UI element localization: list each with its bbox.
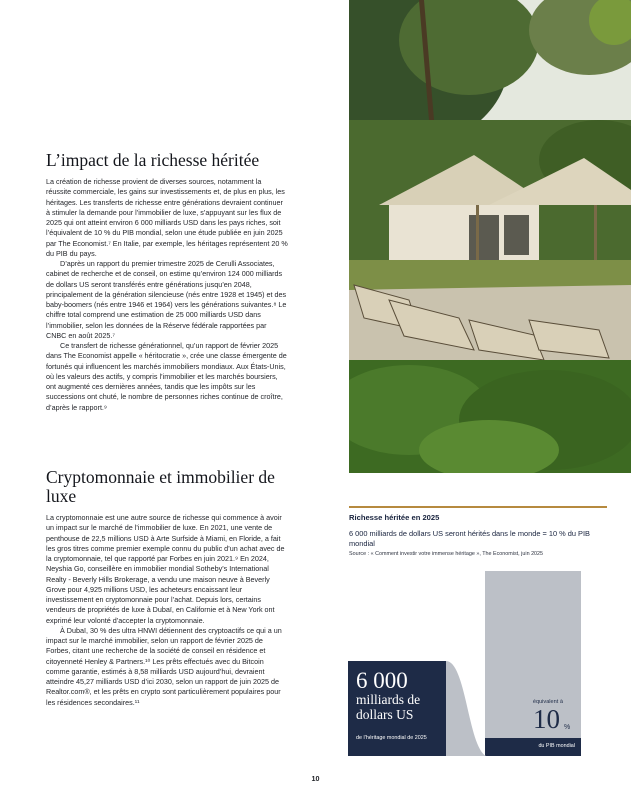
sidebar-source: Source : « Comment investir votre immense héritage », The Economist, juin 2025 [349,551,544,557]
gdp-caption: du PIB mondial [538,743,575,749]
body-column-crypto [46,513,288,708]
body-column-inherited-wealth [46,177,288,413]
section-title-inherited-wealth: L’impact de la richesse héritée [46,150,260,170]
garden-patio-photo [349,0,631,473]
paragraph: La cryptomonnaie est une autre source de richesse qui commence à avoir un impact sur le marché de l’immobilier de luxe. En 2021, une vente de penthouse de 22,5 millions USD à Arte Surfside à Miami, en Floride, a fait les gros titres comme premier exemple connu du public d’un achat avec de la cryptomonnaie, tel que rapporté par Forbes en juin 2021.⁹ En 2024, Neyshia Go, conseillère en immobilier mondial Sotheby’s International Realty - Beverly Hills Brokerage, a vendu une maison neuve à Beverly Grove pour 4,925 millions USD, les acheteurs encaissant leur investissement en cryptomonnaie pour l’achat. Depuis lors, certains vendeurs de propriétés de luxe à Dubaï, en Californie et à New York ont exprimé leur volonté d’accepter la cryptomonnaie. [46,513,285,625]
paragraph: À Dubaï, 30 % des ultra HNWI détiennent des cryptoactifs ce qui a un impact sur le marché immobilier, selon un rapport de février 2025 de Forbes, citant une recherche de la société de conseil en résidence et citoyenneté Henley & Partners.¹⁰ Les prêts effectués avec du Bitcoin comme garantie, estimés à 8,58 milliards USD aujourd’hui, devraient atteindre 45,27 milliards USD d’ici 2030, selon un rapport de juin 2025 de Realtor.com®, et les prêts en crypto sont particulièrement populaires pour les résidences secondaires.¹¹ [46,625,282,707]
paragraph: La création de richesse provient de diverses sources, notamment la réussite commerciale, les gains sur investissements et, de plus en plus, les héritages. Les transferts de richesse entre générations devraient continuer à stimuler la demande pour l’immobilier de luxe, s’appuyant sur les flux de 2025 qui ont atteint environ 6 000 milliards USD dans les pays riches, soit l’équivalent de 10 % du PIB mondial, selon une étude publiée en juin 2025 par The Economist.⁷ En Italie, par exemple, les héritages représentent 20 % du PIB du pays. [46,177,288,258]
gdp-percent-number: 10 [533,704,560,734]
page-number: 10 [311,774,320,783]
gdp-percent-sign: % [564,724,571,731]
sidebar-statement: 6 000 milliards de dollars US seront hérités dans le monde = 10 % du PIB mondial [349,529,590,548]
sidebar-title: Richesse héritée en 2025 [349,513,440,522]
equivalent-label: équivalent à [532,699,563,705]
inheritance-caption: de l’héritage mondial de 2025 [356,735,427,741]
inheritance-unit: milliards de dollars US [356,692,421,722]
section-title-crypto: Cryptomonnaie et immobilier de luxe [46,467,275,506]
paragraph: Ce transfert de richesse générationnel, qu’un rapport de février 2025 dans The Economist appelle « héritocratie », crée une classe émergente de fortunés qui influencent les marchés immobiliers mondiaux. Aux États-Unis, où les valeurs des actifs, y compris l’immobilier et les marchés boursiers, ont augmenté ces dernières années, tandis que les impôts sur les successions ont chuté, le nombre de personnes riches continue de croître, d’après le rapport.⁹ [46,341,287,412]
paragraph: D’après un rapport du premier trimestre 2025 de Cerulli Associates, cabinet de recherche et de conseil, on estime qu’environ 124 000 milliards de dollars US seront transférés entre générations jusqu’en 2048, principalement de la génération silencieuse (nés entre 1928 et 1945) et des baby-boomers (nés entre 1946 et 1964) vers les générations suivantes.⁸ Le chiffre total comprend une estimation de 25 000 milliards USD dans l’immobilier, selon les données de la Réserve fédérale rapportées par CNBC en août 2025.⁷ [46,259,287,340]
divider-rule [349,506,607,508]
inheritance-amount: 6 000 [356,668,408,693]
inheritance-infographic [348,571,581,756]
connector-curve [446,661,486,756]
